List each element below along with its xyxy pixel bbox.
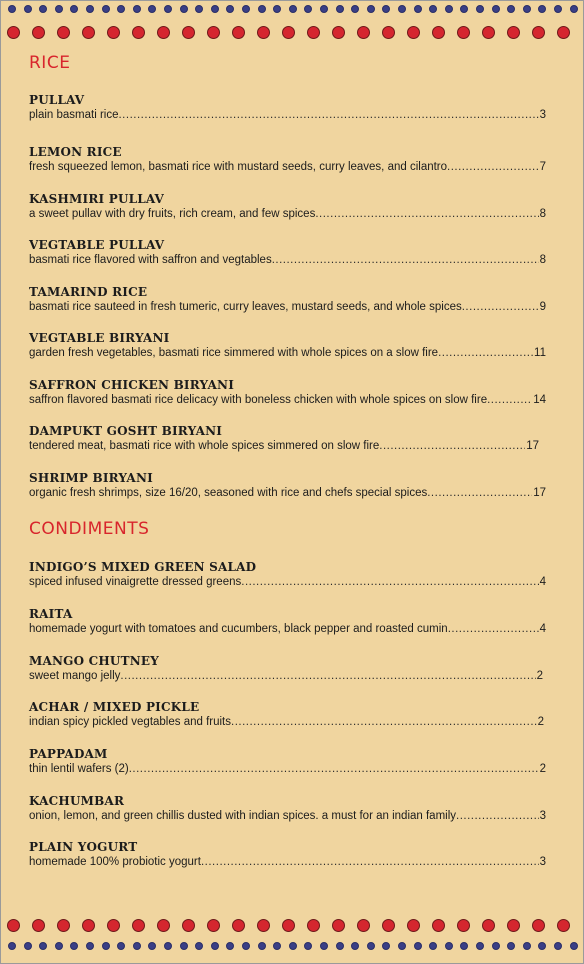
navy-dot <box>367 5 375 13</box>
item-price: 2 <box>537 716 544 728</box>
item-name: LEMON RICE <box>29 145 122 159</box>
navy-dot <box>336 942 344 950</box>
item-description: a sweet pullav with dry fruits, rich cream, and few spices <box>29 208 316 220</box>
red-dot <box>457 919 470 932</box>
navy-dot <box>39 942 47 950</box>
item-price: 17 <box>533 487 546 499</box>
item-description: tendered meat, basmati rice with whole spices simmered on slow fire <box>29 440 380 452</box>
red-dot <box>132 26 145 39</box>
item-line <box>29 159 546 175</box>
menu-item-mango-chutney <box>29 654 543 684</box>
navy-dot <box>24 5 32 13</box>
menu-item-plain-yogurt <box>29 840 546 870</box>
item-description: organic fresh shrimps, size 16/20, seasoned with rice and chefs special spices <box>29 487 428 499</box>
item-description: saffron flavored basmati rice delicacy with boneless chicken with whole spices on slow fire <box>29 394 488 406</box>
red-dot <box>57 919 70 932</box>
item-name: PAPPADAM <box>29 747 108 761</box>
navy-dot <box>242 942 250 950</box>
item-name: RAITA <box>29 607 73 621</box>
navy-dot <box>195 942 203 950</box>
menu-item-tamarind-rice <box>29 285 546 315</box>
navy-dot <box>211 942 219 950</box>
item-line <box>29 621 546 637</box>
navy-dot <box>367 942 375 950</box>
item-line <box>29 808 546 824</box>
navy-dot <box>148 942 156 950</box>
item-price: 11 <box>534 347 546 359</box>
item-line <box>29 392 546 408</box>
menu-item-pullav <box>29 93 546 123</box>
navy-dot <box>429 5 437 13</box>
navy-dot <box>507 5 515 13</box>
dot-leader <box>241 574 538 590</box>
item-name: DAMPUKT GOSHT BIRYANI <box>29 424 223 438</box>
navy-dot <box>55 5 63 13</box>
item-price: 3 <box>539 109 546 121</box>
navy-dot <box>164 5 172 13</box>
item-name: ACHAR / MIXED PICKLE <box>29 700 200 714</box>
red-dot <box>257 919 270 932</box>
navy-dot <box>382 5 390 13</box>
navy-dot <box>148 5 156 13</box>
item-line <box>29 668 543 684</box>
red-dot <box>257 26 270 39</box>
navy-dot <box>523 5 531 13</box>
menu-item-saffron-chicken-biryani <box>29 378 546 408</box>
navy-dot <box>476 942 484 950</box>
red-dot <box>357 919 370 932</box>
dot-leader <box>201 854 539 870</box>
navy-dot <box>133 5 141 13</box>
item-price: 3 <box>539 810 546 822</box>
item-description: indian spicy pickled vegtables and fruits <box>29 716 232 728</box>
red-dot <box>482 919 495 932</box>
item-description: homemade 100% probiotic yogurt <box>29 856 201 868</box>
menu-item-lemon-rice <box>29 145 546 175</box>
item-price: 3 <box>539 856 546 868</box>
navy-dot <box>523 942 531 950</box>
item-name: TAMARIND RICE <box>29 285 148 299</box>
red-dot <box>107 26 120 39</box>
navy-dot <box>226 942 234 950</box>
item-price: 14 <box>533 394 546 406</box>
red-dot <box>432 26 445 39</box>
item-description: spiced infused vinaigrette dressed greens <box>29 576 242 588</box>
item-line <box>29 714 544 730</box>
menu-item-raita <box>29 607 546 637</box>
item-name: PULLAV <box>29 93 85 107</box>
red-dot <box>7 919 20 932</box>
red-dot <box>157 26 170 39</box>
red-dot <box>132 919 145 932</box>
dot-leader <box>129 761 539 777</box>
red-dot <box>207 919 220 932</box>
red-dot <box>157 919 170 932</box>
navy-dot <box>538 942 546 950</box>
red-dot <box>82 919 95 932</box>
navy-dot <box>117 942 125 950</box>
navy-dot <box>398 942 406 950</box>
dot-leader <box>487 392 532 408</box>
navy-dot <box>117 5 125 13</box>
navy-dot <box>226 5 234 13</box>
red-dot <box>307 26 320 39</box>
navy-dot <box>133 942 141 950</box>
navy-dot <box>476 5 484 13</box>
dot-leader <box>438 345 533 361</box>
red-dot <box>532 26 545 39</box>
navy-dot <box>102 942 110 950</box>
dot-leader <box>118 107 538 123</box>
red-dot <box>332 919 345 932</box>
red-dot <box>232 26 245 39</box>
navy-dot <box>24 942 32 950</box>
item-description: sweet mango jelly <box>29 670 121 682</box>
bottom-dots-navy <box>0 942 584 958</box>
item-name: MANGO CHUTNEY <box>29 654 160 668</box>
red-dot <box>507 919 520 932</box>
menu-item-mixed-green-salad <box>29 560 546 590</box>
red-dot <box>182 26 195 39</box>
navy-dot <box>351 5 359 13</box>
red-dot <box>207 26 220 39</box>
red-dot <box>357 26 370 39</box>
item-description: basmati rice sauteed in fresh tumeric, curry leaves, mustard seeds, and whole spices <box>29 301 462 313</box>
menu-item-dampukt-gosht-biryani <box>29 424 539 454</box>
item-line <box>29 299 546 315</box>
navy-dot <box>8 5 16 13</box>
item-description: thin lentil wafers (2) <box>29 763 129 775</box>
item-name: INDIGO’S MIXED GREEN SALAD <box>29 560 257 574</box>
navy-dot <box>86 942 94 950</box>
item-price: 2 <box>536 670 543 682</box>
navy-dot <box>304 5 312 13</box>
navy-dot <box>460 942 468 950</box>
item-name: KACHUMBAR <box>29 794 125 808</box>
red-dot <box>57 26 70 39</box>
navy-dot <box>398 5 406 13</box>
navy-dot <box>304 942 312 950</box>
navy-dot <box>242 5 250 13</box>
section-title-condiments: CONDIMENTS <box>29 519 150 539</box>
red-dot <box>282 26 295 39</box>
navy-dot <box>570 5 578 13</box>
red-dot <box>382 919 395 932</box>
navy-dot <box>538 5 546 13</box>
item-price: 4 <box>539 576 546 588</box>
section-title-rice: RICE <box>29 53 71 73</box>
navy-dot <box>55 942 63 950</box>
navy-dot <box>102 5 110 13</box>
red-dot <box>232 919 245 932</box>
item-line <box>29 485 546 501</box>
navy-dot <box>570 942 578 950</box>
navy-dot <box>289 942 297 950</box>
item-price: 9 <box>539 301 546 313</box>
menu-item-vegtable-biryani <box>29 331 546 361</box>
navy-dot <box>507 942 515 950</box>
item-price: 8 <box>539 208 546 220</box>
red-dot <box>457 26 470 39</box>
menu-item-kashmiri-pullav <box>29 192 546 222</box>
item-price: 7 <box>539 161 546 173</box>
red-dot <box>407 26 420 39</box>
red-dot <box>407 919 420 932</box>
navy-dot <box>273 942 281 950</box>
navy-dot <box>211 5 219 13</box>
menu-item-vegtable-pullav <box>29 238 546 268</box>
dot-leader <box>272 252 539 268</box>
red-dot <box>382 26 395 39</box>
navy-dot <box>460 5 468 13</box>
dot-leader <box>120 668 535 684</box>
item-line <box>29 574 546 590</box>
dot-leader <box>462 299 539 315</box>
red-dot <box>557 26 570 39</box>
red-dot <box>557 919 570 932</box>
dot-leader <box>379 438 525 454</box>
menu-item-achar-mixed-pickle <box>29 700 544 730</box>
navy-dot <box>320 942 328 950</box>
navy-dot <box>8 942 16 950</box>
item-description: plain basmati rice <box>29 109 119 121</box>
item-price: 8 <box>539 254 546 266</box>
navy-dot <box>164 942 172 950</box>
navy-dot <box>414 5 422 13</box>
red-dot <box>107 919 120 932</box>
item-name: KASHMIRI PULLAV <box>29 192 165 206</box>
top-dots-navy <box>0 5 584 21</box>
navy-dot <box>180 5 188 13</box>
navy-dot <box>86 5 94 13</box>
item-line <box>29 252 546 268</box>
navy-dot <box>414 942 422 950</box>
item-description: onion, lemon, and green chillis dusted with indian spices. a must for an indian family <box>29 810 457 822</box>
item-line <box>29 438 539 454</box>
red-dot <box>182 919 195 932</box>
navy-dot <box>336 5 344 13</box>
red-dot <box>7 26 20 39</box>
navy-dot <box>554 5 562 13</box>
item-description: garden fresh vegetables, basmati rice simmered with whole spices on a slow fire <box>29 347 439 359</box>
red-dot <box>307 919 320 932</box>
navy-dot <box>492 5 500 13</box>
dot-leader <box>315 206 538 222</box>
navy-dot <box>273 5 281 13</box>
dot-leader <box>231 714 537 730</box>
navy-dot <box>258 5 266 13</box>
navy-dot <box>351 942 359 950</box>
menu-item-pappadam <box>29 747 546 777</box>
item-name: SHRIMP BIRYANI <box>29 471 153 485</box>
red-dot <box>282 919 295 932</box>
red-dot <box>332 26 345 39</box>
navy-dot <box>382 942 390 950</box>
item-line <box>29 761 546 777</box>
red-dot <box>32 919 45 932</box>
item-name: PLAIN YOGURT <box>29 840 138 854</box>
navy-dot <box>70 942 78 950</box>
navy-dot <box>320 5 328 13</box>
menu-item-kachumbar <box>29 794 546 824</box>
red-dot <box>32 26 45 39</box>
dot-leader <box>427 485 532 501</box>
red-dot <box>532 919 545 932</box>
item-name: SAFFRON CHICKEN BIRYANI <box>29 378 235 392</box>
top-dots-red <box>0 26 584 42</box>
navy-dot <box>258 942 266 950</box>
item-price: 2 <box>539 763 546 775</box>
navy-dot <box>429 942 437 950</box>
item-description: fresh squeezed lemon, basmati rice with mustard seeds, curry leaves, and cilantro <box>29 161 448 173</box>
bottom-dots-red <box>0 919 584 935</box>
red-dot <box>432 919 445 932</box>
navy-dot <box>195 5 203 13</box>
navy-dot <box>70 5 78 13</box>
navy-dot <box>554 942 562 950</box>
item-line <box>29 345 546 361</box>
navy-dot <box>180 942 188 950</box>
item-line <box>29 107 546 123</box>
item-description: homemade yogurt with tomatoes and cucumbers, black pepper and roasted cumin <box>29 623 448 635</box>
navy-dot <box>445 942 453 950</box>
menu-item-shrimp-biryani <box>29 471 546 501</box>
item-description: basmati rice flavored with saffron and vegtables <box>29 254 272 266</box>
navy-dot <box>289 5 297 13</box>
item-price: 17 <box>526 440 539 452</box>
item-line <box>29 854 546 870</box>
navy-dot <box>39 5 47 13</box>
navy-dot <box>492 942 500 950</box>
dot-leader <box>447 159 539 175</box>
item-line <box>29 206 546 222</box>
navy-dot <box>445 5 453 13</box>
item-name: VEGTABLE BIRYANI <box>29 331 170 345</box>
item-price: 4 <box>539 623 546 635</box>
red-dot <box>507 26 520 39</box>
item-name: VEGTABLE PULLAV <box>29 238 165 252</box>
dot-leader <box>448 621 539 637</box>
dot-leader <box>456 808 539 824</box>
red-dot <box>482 26 495 39</box>
red-dot <box>82 26 95 39</box>
